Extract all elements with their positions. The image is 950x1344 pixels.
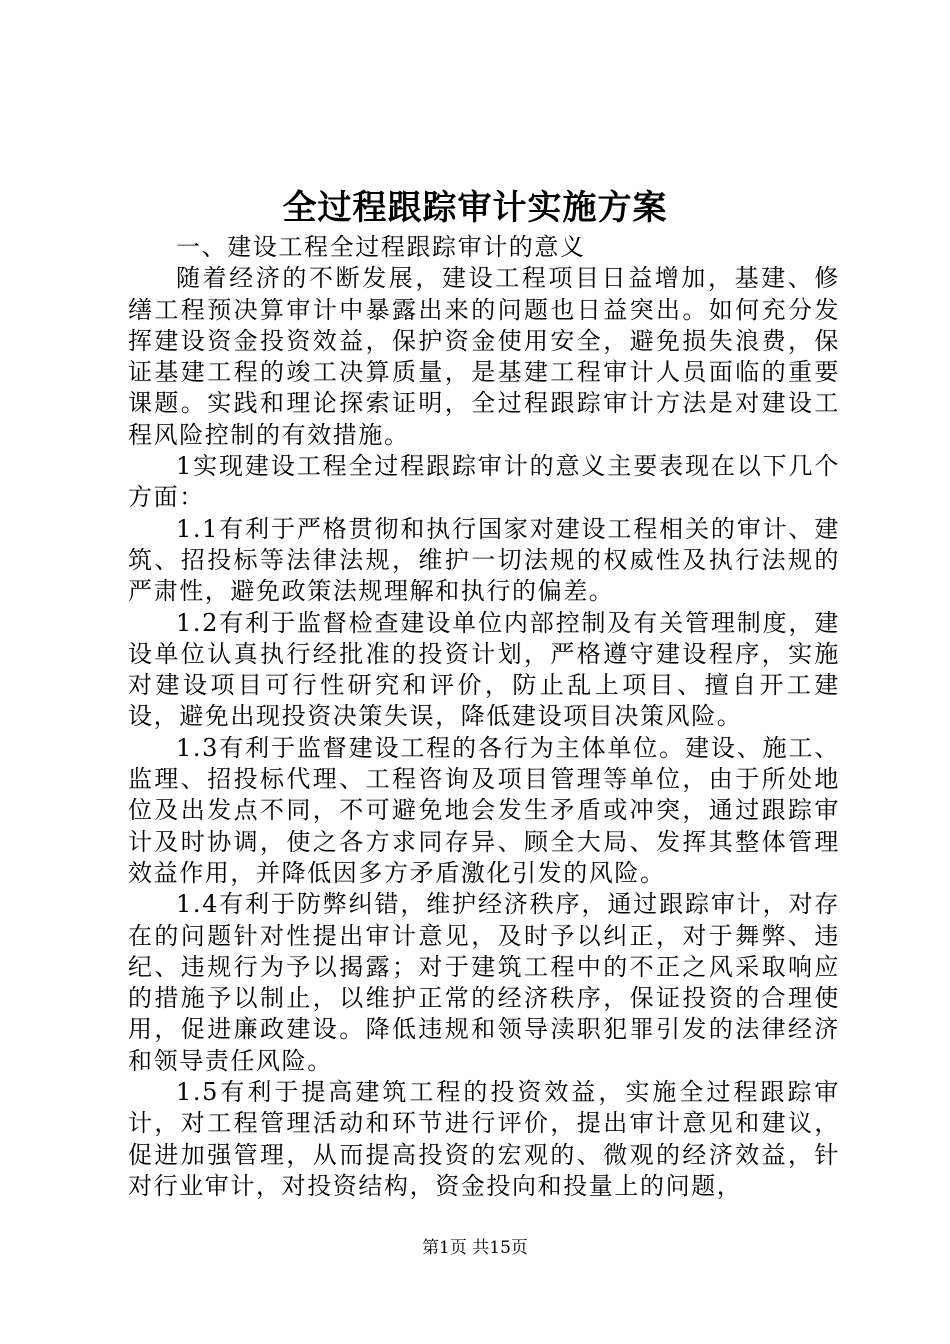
paragraph: 1实现建设工程全过程跟踪审计的意义主要表现在以下几个方面：: [128, 452, 840, 512]
section-heading: 一、建设工程全过程跟踪审计的意义: [176, 233, 586, 261]
page-footer: 第1页 共15页: [422, 1238, 528, 1258]
paragraph: 1.1有利于严格贯彻和执行国家对建设工程相关的审计、建筑、招投标等法律法规，维护一切法规的权威性及执行法规的严肃性，避免政策法规理解和执行的偏差。: [128, 514, 840, 606]
paragraph: 1.3有利于监督建设工程的各行为主体单位。建设、施工、监理、招投标代理、工程咨询及项目管理等单位，由于所处地位及出发点不同，不可避免地会发生矛盾或冲突，通过跟踪审计及时协调，使之各方求同存异、顾全大局、发挥其整体管理效益作用，并降低因多方矛盾激化引发的风险。: [128, 733, 840, 887]
document-body: [128, 232, 840, 1202]
paragraph: 1.2有利于监督检查建设单位内部控制及有关管理制度，建设单位认真执行经批准的投资计划，严格遵守建设程序，实施对建设项目可行性研究和评价，防止乱上项目、擅自开工建设，避免出现投资决策失误，降低建设项目决策风险。: [128, 608, 840, 731]
paragraph: 1.4有利于防弊纠错，维护经济秩序，通过跟踪审计，对存在的问题针对性提出审计意见，及时予以纠正，对于舞弊、违纪、违规行为予以揭露；对于建筑工程中的不正之风采取响应的措施予以制止，以维护正常的经济秩序，保证投资的合理使用，促进廉政建设。降低违规和领导渎职犯罪引发的法律经济和领导责任风险。: [128, 890, 840, 1075]
document-title: 全过程跟踪审计实施方案: [282, 188, 668, 228]
paragraph: 1.5有利于提高建筑工程的投资效益，实施全过程跟踪审计，对工程管理活动和环节进行评价，提出审计意见和建议，促进加强管理，从而提高投资的宏观的、微观的经济效益，针对行业审计，对投资结构，资金投向和投量上的问题，: [128, 1078, 840, 1200]
paragraph: 随着经济的不断发展，建设工程项目日益增加，基建、修缮工程预决算审计中暴露出来的问题也日益突出。如何充分发挥建设资金投资效益，保护资金使用安全，避免损失浪费，保证基建工程的竣工决算质量，是基建工程审计人员面临的重要课题。实践和理论探索证明，全过程跟踪审计方法是对建设工程风险控制的有效措施。: [128, 264, 840, 449]
